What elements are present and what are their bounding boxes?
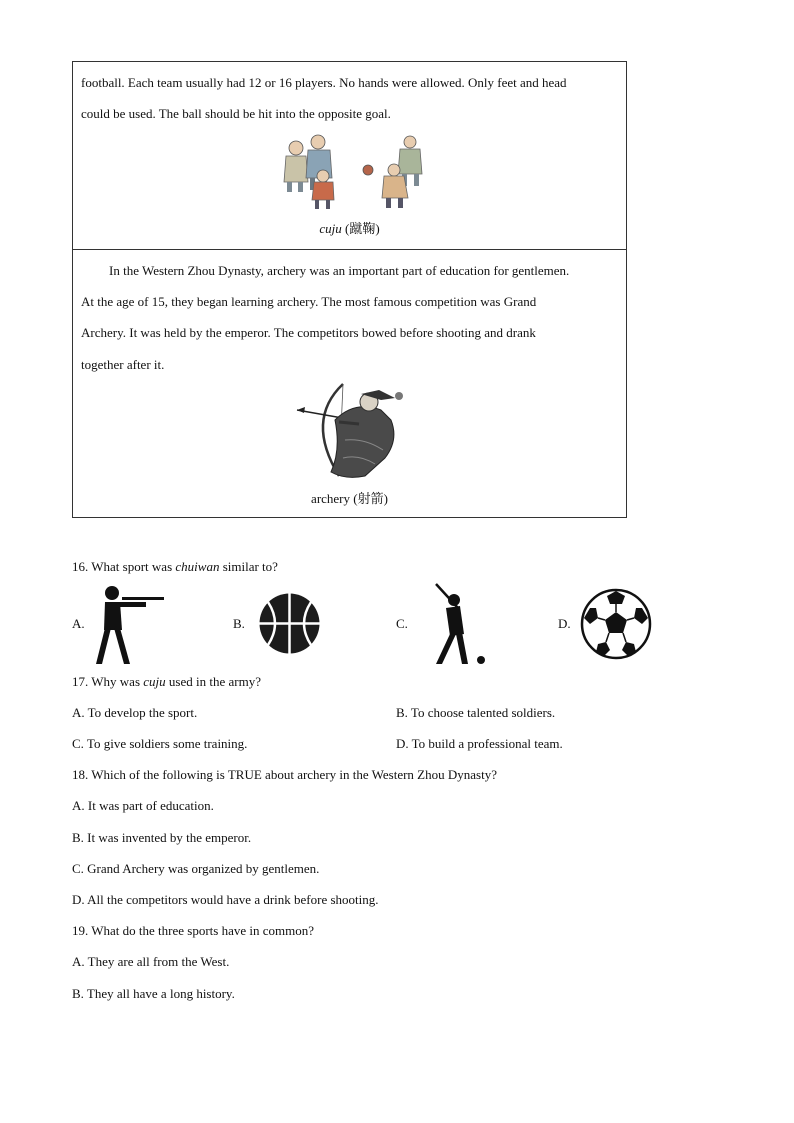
cuju-text-line-1: football. Each team usually had 12 or 16 players. No hands were allowed. Only feet and head [81, 75, 567, 90]
cuju-caption [73, 221, 626, 237]
question-18: 18. Which of the following is TRUE about archery in the Western Zhou Dynasty? [72, 767, 497, 782]
shooting-icon [92, 584, 164, 666]
q18-option-b: B. It was invented by the emperor. [72, 830, 252, 845]
passage-table [72, 61, 627, 518]
q17-option-d: D. To build a professional team. [396, 736, 563, 751]
q18-option-a: A. It was part of education. [72, 798, 214, 813]
soccer-ball-icon [580, 588, 652, 660]
q19-option-a: A. They are all from the West. [72, 954, 230, 969]
question-17-suffix: used in the army? [165, 674, 261, 689]
question-19: 19. What do the three sports have in common? [72, 923, 315, 938]
question-16 [72, 559, 278, 575]
q16-option-c-letter: C. [396, 616, 408, 631]
q16-option-d-letter: D. [558, 616, 571, 631]
archery-text-line-2: At the age of 15, they began learning archery. The most famous competition was Grand [81, 294, 537, 309]
basketball-icon [258, 592, 321, 655]
q18-option-d: D. All the competitors would have a drink before shooting. [72, 892, 379, 907]
table-divider [73, 249, 626, 250]
cuju-caption-chinese: (蹴鞠) [344, 221, 380, 236]
q16-option-b-letter: B. [233, 616, 245, 631]
cuju-illustration [278, 134, 428, 212]
archery-text-line-1: In the Western Zhou Dynasty, archery was an important part of education for gentlemen. [109, 263, 570, 278]
q17-option-a: A. To develop the sport. [72, 705, 198, 720]
question-16-term: chuiwan [175, 559, 220, 574]
archery-text-line-4: together after it. [81, 357, 165, 372]
q17-option-b: B. To choose talented soldiers. [396, 705, 556, 720]
question-16-prefix: 16. What sport was [72, 559, 176, 574]
archery-illustration [295, 380, 410, 484]
q18-option-c: C. Grand Archery was organized by gentlemen. [72, 861, 320, 876]
question-17-prefix: 17. Why was [72, 674, 144, 689]
archery-caption: archery (射箭) [311, 491, 388, 506]
cuju-text-line-2: could be used. The ball should be hit into the opposite goal. [81, 106, 391, 121]
golf-icon [428, 582, 490, 668]
archery-text-line-3: Archery. It was held by the emperor. The competitors bowed before shooting and drank [81, 325, 536, 340]
cuju-caption-term: cuju [319, 221, 342, 236]
question-17-term: cuju [143, 674, 166, 689]
question-17 [72, 674, 261, 690]
q17-option-c: C. To give soldiers some training. [72, 736, 248, 751]
q19-option-b: B. They all have a long history. [72, 986, 235, 1001]
question-16-suffix: similar to? [219, 559, 278, 574]
q16-option-a-letter: A. [72, 616, 85, 631]
